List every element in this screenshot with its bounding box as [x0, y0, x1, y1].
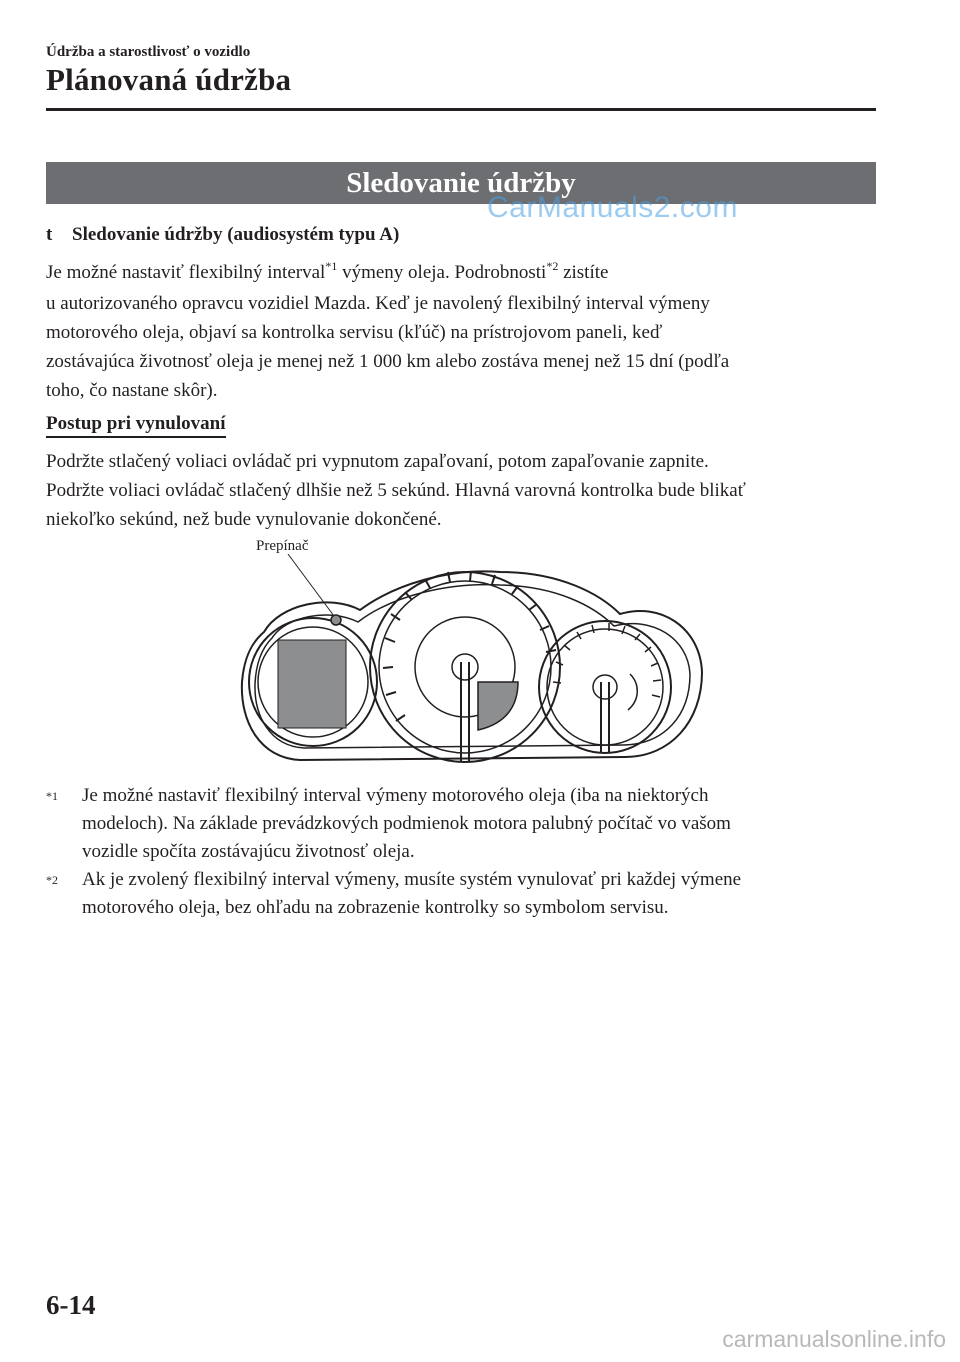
procedure-heading: Postup pri vynulovaní — [46, 413, 226, 438]
subsection-heading — [46, 224, 399, 246]
footnote-ref-1[interactable]: *1 — [325, 259, 338, 273]
title-rule — [46, 108, 876, 111]
instrument-cluster-illustration — [220, 532, 710, 772]
chapter-title: Údržba a starostlivosť o vozidlo — [46, 44, 251, 60]
center-display-panel — [478, 682, 518, 730]
footnote-mark-1: *1 — [46, 789, 58, 803]
footnote-ref-2[interactable]: *2 — [546, 259, 559, 273]
callout-leader-line — [288, 554, 334, 616]
procedure-line-1: Podržte stlačený voliaci ovládač pri vypnutom zapaľovaní, potom zapaľovanie zapnite. — [46, 451, 709, 472]
left-gauge — [249, 618, 377, 746]
selector-knob[interactable] — [331, 615, 341, 625]
section-title: Sledovanie údržby — [346, 167, 576, 199]
footnotes — [46, 782, 876, 922]
intro-line-2: u autorizovaného opravcu vozidiel Mazda. Keď je navolený flexibilný interval výmeny — [46, 293, 710, 314]
site-watermark: carmanualsonline.info — [722, 1326, 946, 1352]
instrument-cluster-figure — [220, 532, 710, 772]
procedure-line-2: Podržte voliaci ovládač stlačený dlhšie než 5 sekúnd. Hlavná varovná kontrolka bude blikať — [46, 480, 746, 501]
footnote-1: *1 Je možné nastaviť flexibilný interval výmeny motorového oleja (iba na niektorých modeloch). Na základe prevádzkových podmienok motora palubný počítač vo vašom vozidle spočíta zostávajúcu životnosť oleja. — [46, 782, 876, 866]
bullet-marker: t — [46, 224, 53, 245]
center-gauge — [370, 571, 560, 762]
footnote-2: *2 Ak je zvolený flexibilný interval výmeny, musíte systém vynulovať pri každej výmene motorového oleja, bez ohľadu na zobrazenie kontrolky so symbolom servisu. — [46, 866, 876, 922]
intro-line-4: zostávajúca životnosť oleja je menej než 1 000 km alebo zostáva menej než 15 dní (podľa — [46, 351, 730, 372]
intro-line-3: motorového oleja, objaví sa kontrolka servisu (kľúč) na prístrojovom paneli, keď — [46, 322, 663, 343]
footnote-mark-2: *2 — [46, 873, 58, 887]
page-number: 6-14 — [46, 1290, 96, 1320]
subsection-title: Sledovanie údržby (audiosystém typu A) — [72, 224, 400, 245]
left-display-panel — [278, 640, 346, 728]
intro-line-1: Je možné nastaviť flexibilný interval$^{*1}$ výmeny oleja. Podrobnosti$^{*2}$ zistíte — [46, 259, 609, 283]
page-title: Plánovaná údržba — [46, 62, 292, 97]
procedure-line-3: niekoľko sekúnd, než bude vynulovanie dokončené. — [46, 509, 442, 530]
selector-callout-label: Prepínač — [256, 538, 309, 554]
intro-line-5: toho, čo nastane skôr). — [46, 380, 218, 401]
procedure-paragraph — [46, 447, 876, 534]
section-band — [46, 162, 876, 204]
watermark-logo: CarManuals2.com — [487, 191, 738, 224]
intro-paragraph — [46, 258, 876, 405]
